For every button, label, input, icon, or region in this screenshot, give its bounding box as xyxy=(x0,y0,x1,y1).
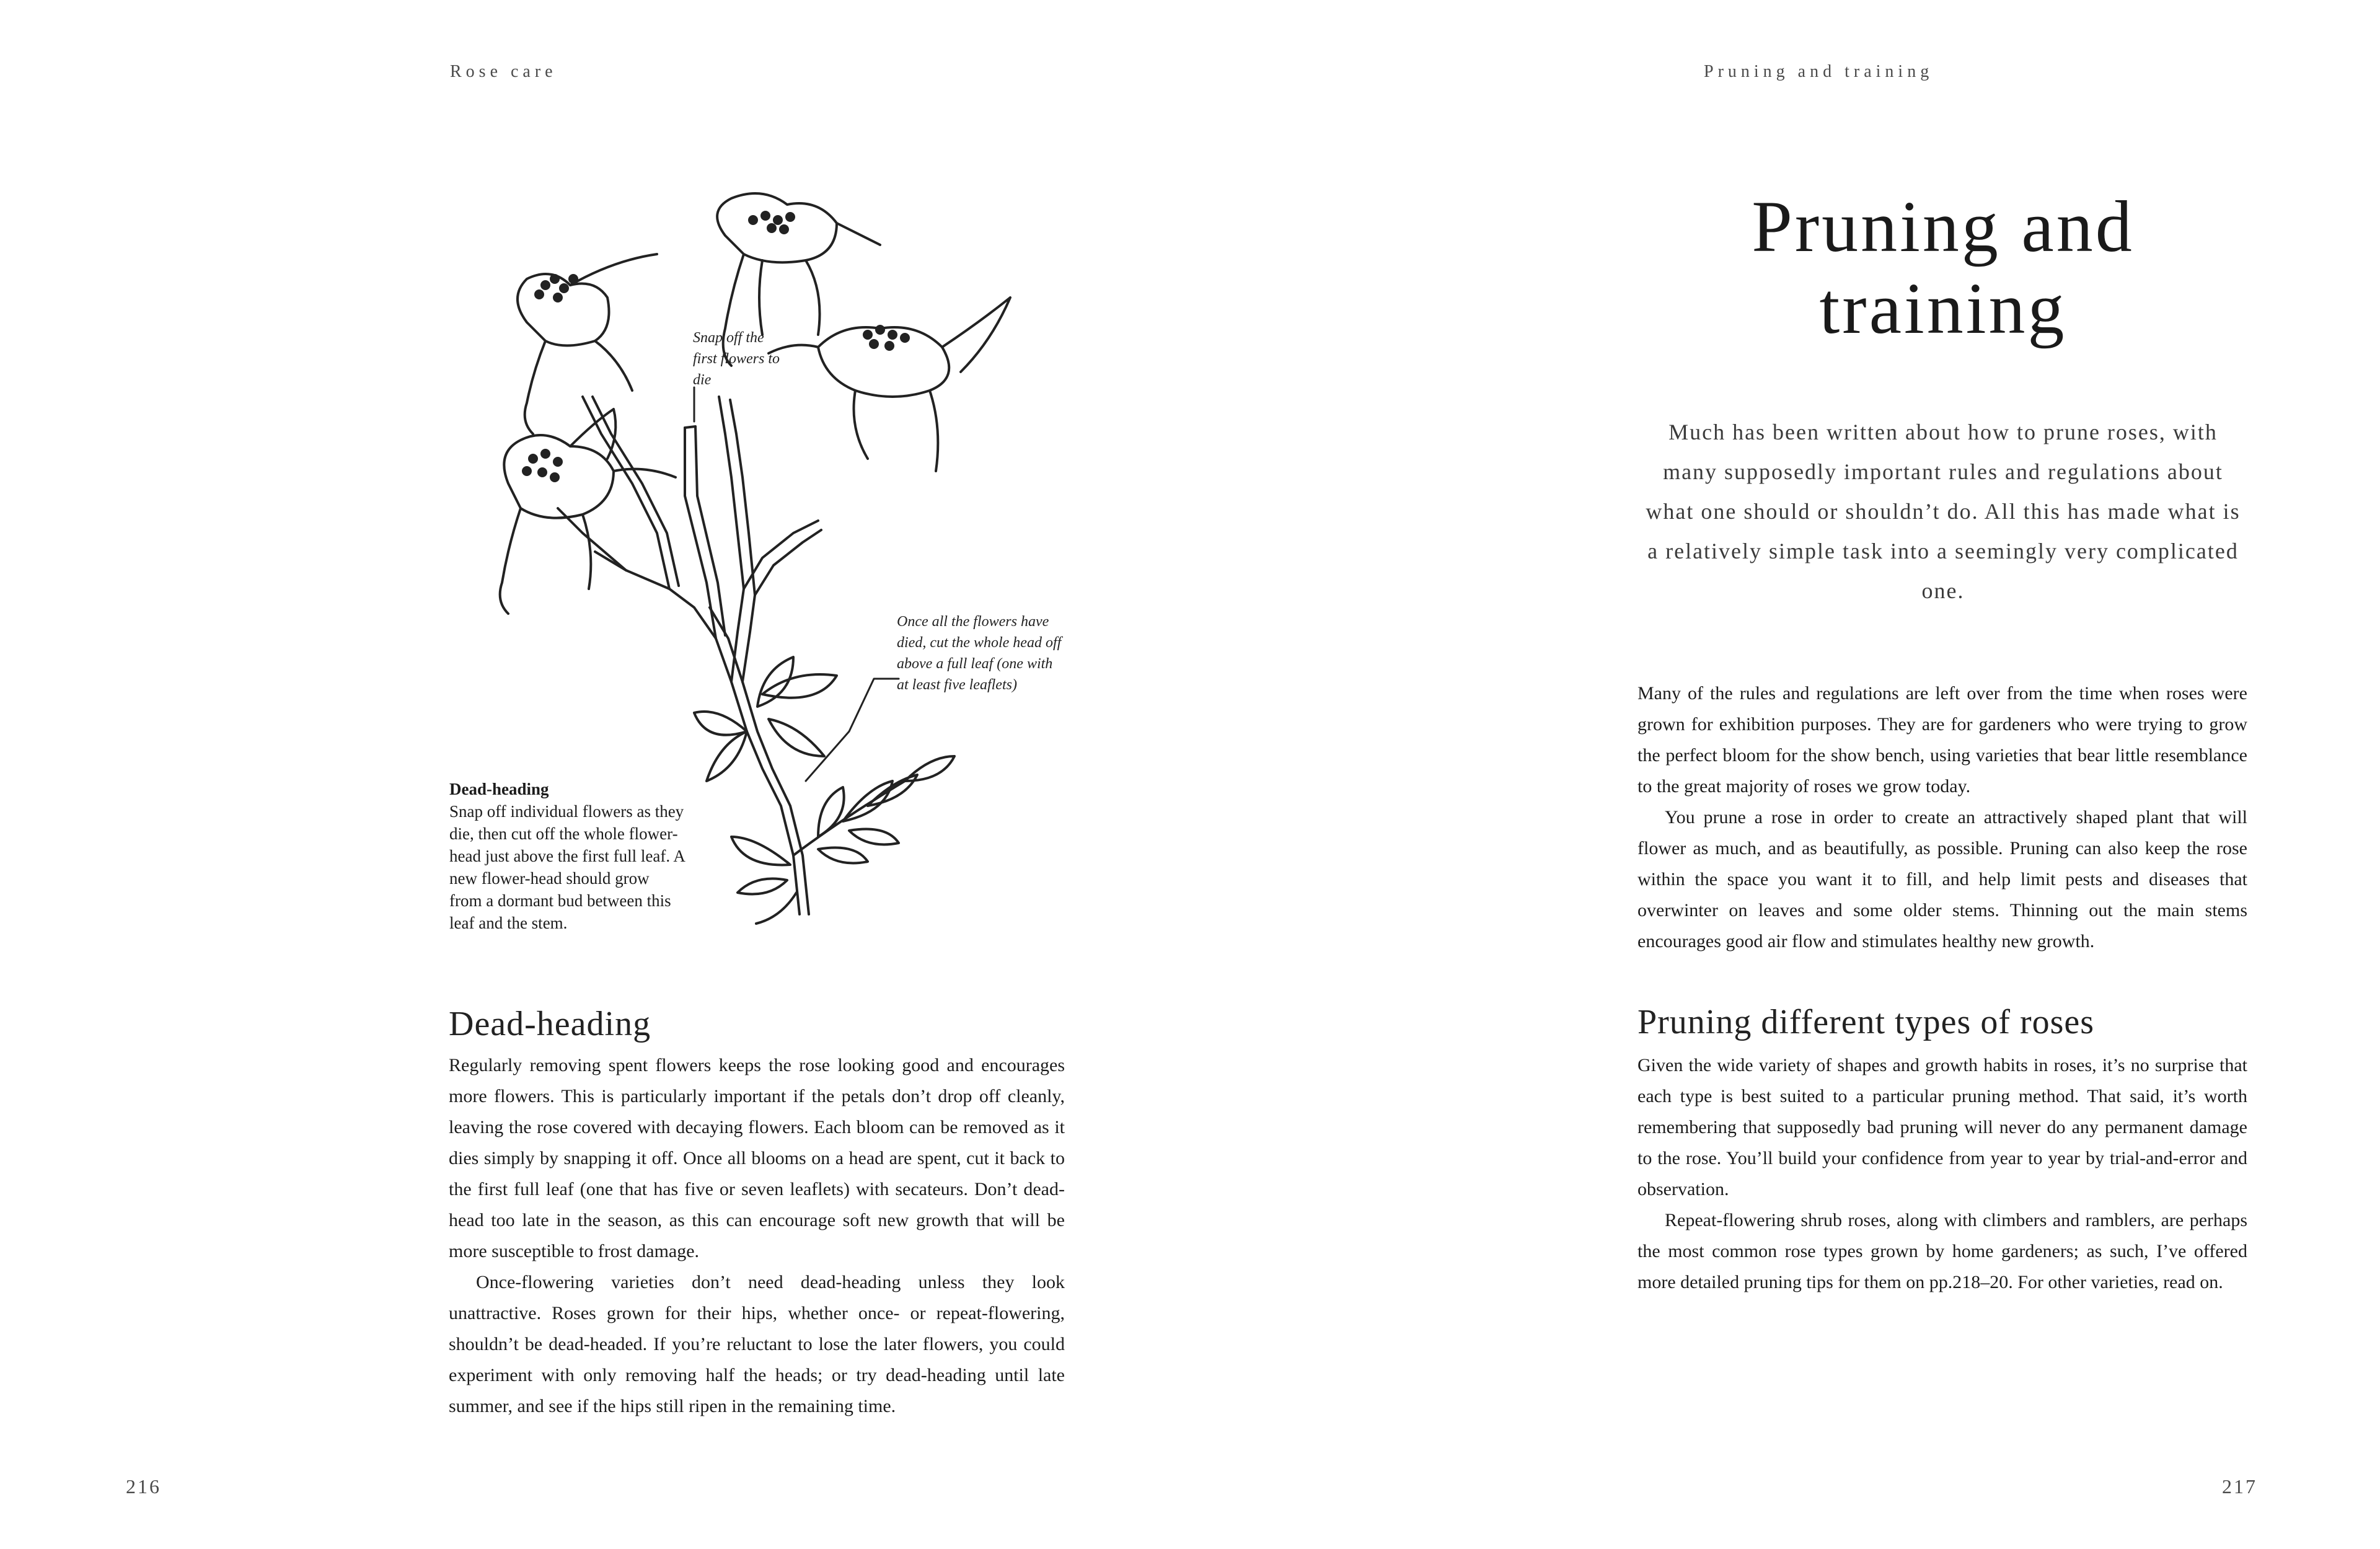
illustration-caption xyxy=(449,778,685,934)
pruning-types-body xyxy=(1637,1050,2247,1298)
right-running-head: Pruning and training xyxy=(1704,62,1934,81)
callout-snap-first-flowers: Snap off the first flowers to die xyxy=(693,330,780,388)
dead-heading-paragraph-1: Regularly removing spent flowers keeps the rose looking good and encourages more flowers. This is particularly important if the petals don’t drop off cleanly, leaving the rose covered with decaying flowers. Each bloom can be removed as it dies simply by snapping it off. Once all blooms on a head are spent, cut it back to the first full leaf (one that has five or seven leaflets) with secateurs. Don’t dead-head too late in the season, as this can encourage soft new growth that will be more susceptible to frost damage. xyxy=(449,1055,1065,1261)
pruning-body xyxy=(1637,678,2247,957)
pruning-paragraph-1: Many of the rules and regulations are left over from the time when roses were grown for exhibition purposes. They are for gardeners who were trying to grow the perfect bloom for the show bench, using varieties that bear little resemblance to the great majority of roses we grow today. xyxy=(1637,683,2247,797)
dead-heading-body xyxy=(449,1050,1065,1422)
intro-paragraph: Much has been written about how to prune roses, with many supposedly important rules and regulations about what one should or shouldn’t do. All this has made what is a relatively simple task into a seemingly very complicated one. xyxy=(1646,420,2241,603)
callout-cut-whole-head: Once all the flowers have died, cut the whole head off above a full leaf (one with at least five leaflets) xyxy=(897,614,1062,693)
dead-heading-heading: Dead-heading xyxy=(449,1005,651,1043)
caption-title: Dead-heading xyxy=(449,780,549,798)
pruning-paragraph-2: You prune a rose in order to create an attractively shaped plant that will flower as much, and as beautifully, as possible. Pruning can also keep the rose within the space you want it to fill, and help limit pests and diseases that overwinter on leaves and some older stems. Thinning out the main stems encourages good air flow and stimulates healthy new growth. xyxy=(1637,807,2247,951)
left-running-head: Rose care xyxy=(450,62,557,81)
caption-text: Snap off individual flowers as they die, then cut off the whole flower-head just above the first full leaf. A new flower-head should grow from a dormant bud between this leaf and the stem. xyxy=(449,802,685,932)
pruning-types-heading: Pruning different types of roses xyxy=(1637,1003,2095,1041)
pruning-types-paragraph-1: Given the wide variety of shapes and growth habits in roses, it’s no surprise that each type is best suited to a particular pruning method. That said, it’s worth remembering that supposedly bad pruning will never do any permanent damage to the rose. You’ll build your confidence from year to year by trial-and-error and observation. xyxy=(1637,1055,2247,1199)
dead-heading-paragraph-2: Once-flowering varieties don’t need dead-heading unless they look unattractive. Roses grown for their hips, whether once- or repeat-flowering, shouldn’t be dead-headed. If you’re reluctant to lose the later flowers, you could experiment with only removing half the heads; or try dead-heading until late summer, and see if the hips still ripen in the remaining time. xyxy=(449,1272,1065,1416)
left-page-number: 216 xyxy=(126,1475,161,1498)
right-page-number: 217 xyxy=(2222,1475,2257,1498)
pruning-types-paragraph-2: Repeat-flowering shrub roses, along with climbers and ramblers, are perhaps the most common rose types grown by home gardeners; as such, I’ve offered more detailed pruning tips for them on pp.218–20. For other varieties, read on. xyxy=(1637,1210,2247,1292)
page-title: Pruning and training xyxy=(1752,186,2135,349)
